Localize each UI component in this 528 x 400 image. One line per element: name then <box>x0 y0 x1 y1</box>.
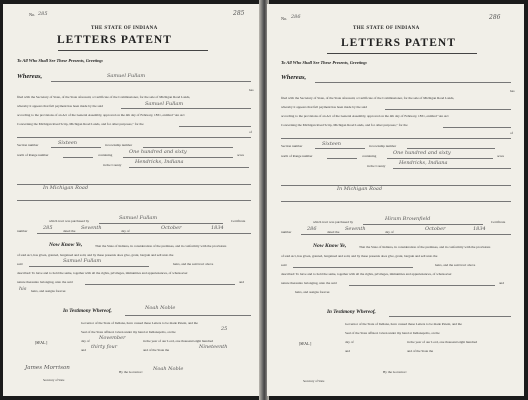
dated-value: Seventh <box>81 225 102 231</box>
county-value: Hendricks, Indiana <box>399 160 448 166</box>
p1-line-4: Concerning the Michigan Road Scrip, Michigan Road Lands, and for other purposes," for the <box>17 122 144 126</box>
year-value: 1834 <box>473 226 486 232</box>
purchased-label: which tract was purchased by <box>49 219 90 223</box>
kw-tail: heirs, and the said tract above <box>173 262 214 266</box>
t-line-6: and of the State the <box>407 349 434 353</box>
acres-label: acres <box>497 154 504 158</box>
day-of-label: day of <box>121 229 130 233</box>
kw-line-1: That the State of Indiana, in consideration of the premises, and in conformity with the provisions <box>359 245 491 249</box>
p1-tract-line <box>179 126 251 127</box>
greeting: To All Who Shall See These Presents, Greeting: <box>17 58 104 63</box>
date-line <box>301 234 511 235</box>
governor-label: By the Governor: <box>119 370 143 374</box>
section-value: Sixteen <box>322 141 341 147</box>
kw-line-5: nature thereunto belonging, unto the said <box>281 281 337 285</box>
county-line <box>129 167 249 168</box>
kw-name-line <box>293 267 413 268</box>
p1-of: of <box>510 131 513 135</box>
kw-and: and <box>499 281 504 285</box>
tract-line <box>281 138 511 139</box>
county-line <box>393 168 511 169</box>
t-line-4: in the year of our Lord, one thousand eight hundred <box>407 340 478 344</box>
p1-line-1: filed with the Secretary of State, of the State aforesaid, a Certificate of the Commissioner, for the sale of Michigan Road Lands, <box>17 95 191 99</box>
certificate-label: Certificate <box>231 219 246 223</box>
secretary-signature: James Morrison <box>25 365 70 371</box>
patent-number-label: No. <box>29 12 36 17</box>
kw-line-6: heirs, and assigns forever. <box>31 289 67 293</box>
t-line-3: day of <box>81 339 90 343</box>
t-line-2: Seal of the State affixed. Given under my hand at Indianapolis, on the <box>345 331 440 335</box>
seal-label: [SEAL.] <box>299 342 312 346</box>
containing-label: containing <box>98 153 113 157</box>
testimony-heading: In Testimony Whereof, <box>327 309 376 315</box>
purchased-line <box>99 223 223 224</box>
certificate-label: Certificate <box>491 220 506 224</box>
p1-line-2: whereby it appears that full payment has been made by the said <box>17 104 103 108</box>
testimony-name: Noah Noble <box>145 305 176 311</box>
has-label: has <box>249 88 254 92</box>
p1-line-3: according to the provisions of an Act of the General Assembly, approved on the 4th day of February, 1831, entitled "An Act <box>281 114 449 118</box>
patent-number-label: No. <box>281 16 288 21</box>
section-label: Section number <box>281 144 303 148</box>
year-value: 1834 <box>211 225 224 231</box>
state-heading: THE STATE OF INDIANA <box>91 26 158 31</box>
kw-line-6: heirs, and assigns forever. <box>295 290 331 294</box>
governor-label: By the Governor: <box>383 370 407 374</box>
kw-line-1: That the State of Indiana, in consideration of the premises, and in conformity with the provisions <box>95 244 227 248</box>
range-line <box>327 158 357 159</box>
corner-number: 285 <box>233 10 245 17</box>
patent-number-value: 286 <box>291 14 301 20</box>
whereas-heading: Whereas, <box>17 73 43 80</box>
t-month-value: November <box>99 335 126 341</box>
secretary-label: Secretary of State <box>43 378 65 382</box>
kw-name-line <box>29 266 149 267</box>
number-label: number <box>17 229 28 233</box>
township-label: in township number <box>105 143 133 147</box>
county-label: in the County <box>103 163 122 167</box>
containing-value: One hundred and sixty <box>129 149 187 155</box>
description-line-2 <box>17 200 251 201</box>
p1-of: of <box>249 130 252 134</box>
kw-line-4: described: To have and to hold the same, together with all the rights, privileges, immunities and appurtenances, of whatsoever <box>281 272 452 276</box>
county-label: in the County <box>367 164 386 168</box>
certificate-number: 285 <box>43 225 53 231</box>
t-line-1: Governor of the State of Indiana, have caused these Letters to be made Patent, and the <box>345 322 462 326</box>
has-label: has <box>510 89 515 93</box>
t-line-2: Seal of the State affixed. Given under my hand at Indianapolis, on the <box>81 330 176 334</box>
acres-label: acres <box>237 153 244 157</box>
p1-line-4: Concerning the Michigan Road Scrip, Michigan Road Lands, and for other purposes," for the <box>281 123 408 127</box>
t-line-3: day of <box>345 340 354 344</box>
containing-label: containing <box>362 154 377 158</box>
testimony-line <box>389 316 511 317</box>
t-line-4: in the year of our Lord, one thousand eight hundred <box>143 339 214 343</box>
p1-tract-line <box>443 127 511 128</box>
whereas-line <box>51 81 251 82</box>
patent-page-left <box>3 4 261 396</box>
containing-line <box>123 157 233 158</box>
p1-name: Samuel Fullam <box>145 101 184 107</box>
p1-line-1: filed with the Secretary of State, of the State aforesaid, a Certificate of the Commissioner, for the sale of Michigan Road Lands, <box>281 96 455 100</box>
range-label: north of Range number <box>17 153 49 157</box>
kw-line-2: of said Act, has given, granted, bargained and sold, and by these presents does give, grant, bargain and sell unto the <box>281 254 438 258</box>
kw-line-5: nature thereunto belonging, unto the said <box>17 280 73 284</box>
kw-line-3: said <box>17 262 23 266</box>
t-line-1: Governor of the State of Indiana, have caused these Letters to be made Patent, and the <box>81 321 198 325</box>
kw-said-line <box>85 284 235 285</box>
p1-name-line <box>385 109 511 110</box>
section-line <box>51 147 101 148</box>
title-rule <box>58 50 208 51</box>
whereas-name: Samuel Fullam <box>107 73 146 79</box>
township-line <box>407 148 495 149</box>
kw-line-3: said <box>281 263 287 267</box>
letters-patent-title: LETTERS PATENT <box>57 34 172 46</box>
purchaser-name: Hiram Brownfield <box>385 216 431 222</box>
section-line <box>315 148 365 149</box>
containing-line <box>387 158 493 159</box>
kw-heirs-value: his <box>19 286 27 292</box>
number-label: number <box>281 230 292 234</box>
patent-page-right <box>267 4 524 396</box>
corner-number: 286 <box>489 14 501 21</box>
date-line <box>37 233 251 234</box>
secretary-label: Secretary of State <box>303 379 325 383</box>
purchased-line <box>363 224 483 225</box>
certificate-number: 286 <box>307 226 317 232</box>
testimony-heading: In Testimony Whereof, <box>63 308 112 314</box>
dated-label: dated the <box>63 229 76 233</box>
p1-line-2: whereby it appears that full payment has been made by the said <box>281 105 367 109</box>
t-state-value: Nineteenth <box>199 344 228 350</box>
month-value: October <box>425 226 446 232</box>
t-line-5: and <box>345 349 350 353</box>
state-heading: THE STATE OF INDIANA <box>353 26 420 31</box>
township-line <box>143 147 233 148</box>
purchased-label: which tract was purchased by <box>313 220 354 224</box>
section-label: Section number <box>17 143 39 147</box>
kw-line-2: of said Act, has given, granted, bargained and sold, and by these presents does give, grant, bargain and sell unto the <box>17 253 174 257</box>
t-line-5: and <box>81 348 86 352</box>
tract-line <box>17 137 251 138</box>
containing-value: One hundred and sixty <box>393 150 451 156</box>
range-line <box>63 157 93 158</box>
description-value: In Michigan Road <box>43 185 89 191</box>
kw-name: Samuel Fullam <box>63 258 102 264</box>
purchaser-name: Samuel Fullam <box>119 215 158 221</box>
p1-line-3: according to the provisions of an Act of the General Assembly, approved on the 4th day of February, 1831, entitled "An Act <box>17 113 185 117</box>
month-value: October <box>161 225 182 231</box>
description-value: In Michigan Road <box>337 186 383 192</box>
whereas-line <box>315 82 511 83</box>
township-label: in township number <box>369 144 397 148</box>
kw-line-4: described: To have and to hold the same, together with all the rights, privileges, immunities and appurtenances, of whatsoever <box>17 271 188 275</box>
dated-value: Seventh <box>345 226 366 232</box>
letters-patent-title: LETTERS PATENT <box>341 37 456 49</box>
t-year-value: thirty four <box>91 344 118 350</box>
section-value: Sixteen <box>58 140 77 146</box>
governor-signature: Noah Noble <box>153 366 184 372</box>
p1-name-line <box>121 108 251 109</box>
kw-and: and <box>239 280 244 284</box>
range-label: north of Range number <box>281 154 313 158</box>
know-ye-heading: Now Know Ye, <box>49 242 83 248</box>
kw-tail: heirs, and the said tract above <box>435 263 476 267</box>
description-line-2 <box>281 201 511 202</box>
whereas-heading: Whereas, <box>281 74 307 81</box>
day-of-label: day of <box>385 230 394 234</box>
dated-label: dated the <box>327 230 340 234</box>
know-ye-heading: Now Know Ye, <box>313 243 347 249</box>
kw-said-line <box>349 285 495 286</box>
title-rule <box>327 53 477 54</box>
description-line-1 <box>281 185 511 186</box>
seal-label: [SEAL.] <box>35 341 48 345</box>
county-value: Hendricks, Indiana <box>135 159 184 165</box>
t-line-6: and of the State the <box>143 348 170 352</box>
t-day-value: 25 <box>221 326 228 332</box>
testimony-line <box>125 315 251 316</box>
greeting: To All Who Shall See These Presents, Greeting: <box>281 60 368 65</box>
patent-number-value: 285 <box>38 11 48 17</box>
